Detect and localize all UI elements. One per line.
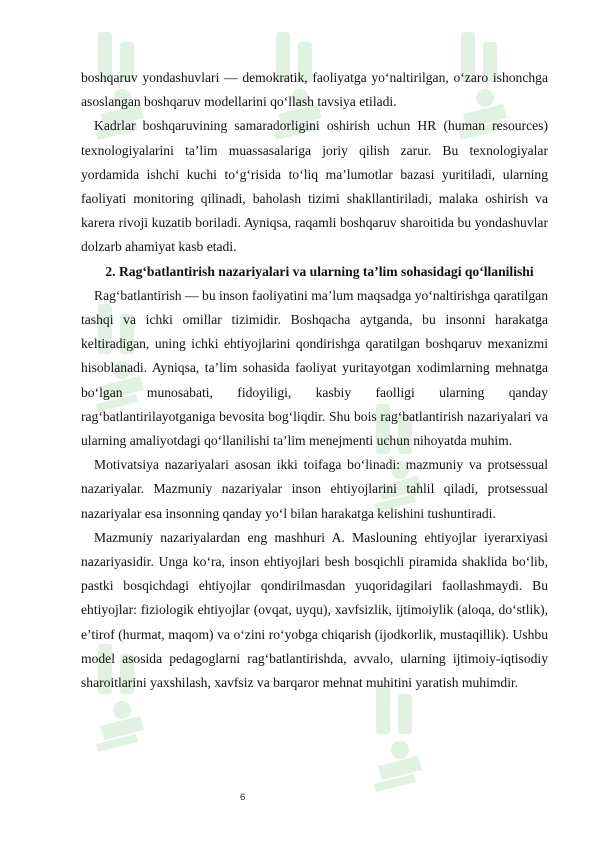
body-text [81,66,548,695]
paragraph-theory-categories: Motivatsiya nazariyalari asosan ikki toifaga bo‘linadi: mazmuniy va protsessual nazariyalar. Mazmuniy nazariyalar inson ehtiyojlarini tahlil qiladi, protsessual nazariyalar esa insonning qanday yo‘l bilan harakatga kelishini tushuntiradi. [81,457,548,521]
section-heading: 2. Rag‘batlantirish nazariyalari va ularning ta’lim sohasidagi qo‘llanilishi [105,263,534,279]
paragraph-motivation-definition: Rag‘batlantirish — bu inson faoliyatini ma’lum maqsadga yo‘naltirishga qaratilgan tashqi va ichki omillar tizimidir. Boshqacha aytganda, bu insonni harakatga keltiradigan, uning ichki ehtiyojlarini qondirishga qaratilgan boshqaruv mexanizmi hisoblanadi. Ayniqsa, ta’lim sohasida faoliyat yuritayotgan xodimlarning mehnatga bo‘lgan munosabati, fidoyiligi, kasbiy faolligi ularning qanday rag‘batlantirilayotganiga bevosita bog‘liqdir. Shu bois rag‘batlantirish nazariyalari va ularning amaliyotdagi qo‘llanilishi ta’lim menejmenti uchun nihoyatda muhim. [81,287,548,449]
paragraph-continuation: boshqaruv yondashuvlari — demokratik, faoliyatga yo‘naltirilgan, o‘zaro ishonchga asoslangan boshqaruv modellarini qo‘llash tavsiya etiladi. [81,70,548,110]
page-number: 6 [240,792,246,803]
paragraph-maslow-hierarchy: Mazmuniy nazariyalardan eng mashhuri A. Maslouning ehtiyojlar iyerarxiyasi nazariyasidir. Unga ko‘ra, inson ehtiyojlari besh bosqichli piramida shaklida bo‘lib, pastki bosqichdagi ehtiyojlar qondirilmasdan yuqoridagilari faollashmaydi. Bu ehtiyojlar: fiziologik ehtiyojlar (ovqat, uyqu), xavfsizlik, ijtimoiylik (aloqa, do‘stlik), e’tirof (hurmat, maqom) va o‘zini ro‘yobga chiqarish (ijodkorlik, mustaqillik). Ushbu model asosida pedagoglarni rag‘batlantirishda, avvalo, ularning ijtimoiy-iqtisodiy sharoitlarini yaxshilash, xavfsiz va barqaror mehnat muhitini yaratish muhimdir. [81,529,548,691]
watermark-logo-icon [370,680,430,800]
paragraph-hr-technologies: Kadrlar boshqaruvining samaradorligini oshirish uchun HR (human resources) texnologiyalarini ta’lim muassasalariga joriy qilish zarur. Bu texnologiyalar yordamida ishchi kuchi to‘g‘risida to‘liq ma’lumotlar bazasi yuritiladi, ularning faoliyati monitoring qilinadi, baholash tizimi shakllantiriladi, malaka oshirish va karera rivoji kuzatib boriladi. Ayniqsa, raqamli boshqaruv sharoitida bu yondashuvlar dolzarb ahamiyat kasb etadi. [81,118,548,255]
